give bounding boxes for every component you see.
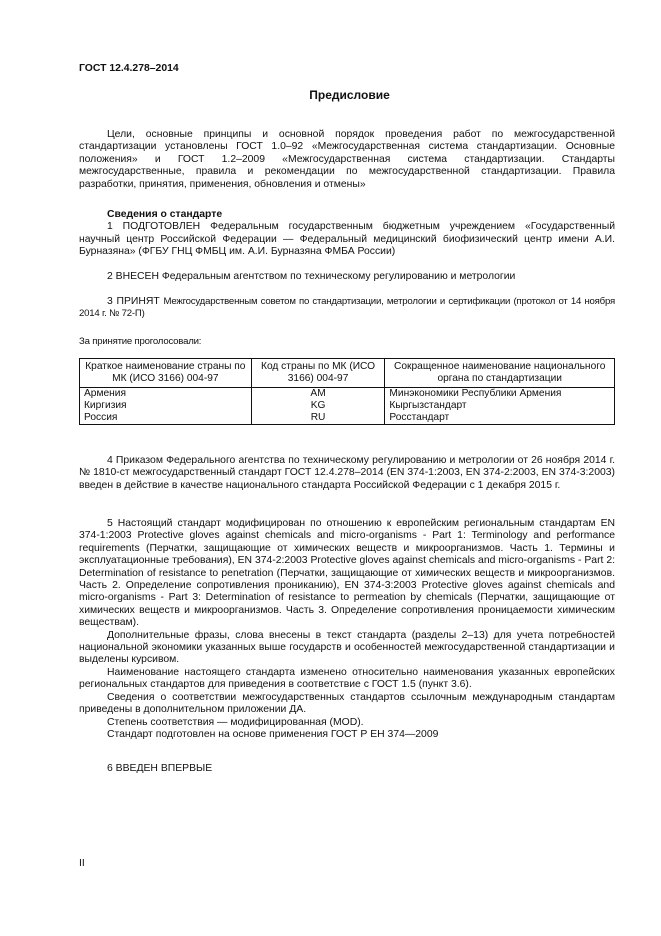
page-number: II xyxy=(79,858,85,869)
cell-body: Кыргызстандарт xyxy=(385,400,615,412)
header-body: Сокращенное наименование национального органа по стандартизации xyxy=(385,359,615,388)
votes-table-header-row xyxy=(80,359,615,388)
item-3 xyxy=(79,296,615,321)
item-2-block xyxy=(79,271,615,283)
item-5-block xyxy=(79,518,615,741)
item-5-degree: Степень соответствия — модифицированная (MOD). xyxy=(107,716,364,728)
item-5-basis: Стандарт подготовлен на основе применения ГОСТ Р ЕН 374—2009 xyxy=(107,728,439,740)
item-6-block xyxy=(79,763,615,775)
item-3-block xyxy=(79,296,615,321)
votes-table xyxy=(79,358,615,425)
cell-country: Киргизия xyxy=(80,400,252,412)
cell-code: RU xyxy=(251,412,385,425)
standard-info-section xyxy=(79,209,615,259)
header-code: Код страны по МК (ИСО 3166) 004-97 xyxy=(251,359,385,388)
header-country: Краткое наименование страны по МК (ИСО 3166) 004-97 xyxy=(80,359,252,388)
cell-code: KG xyxy=(251,400,385,412)
item-4-block xyxy=(79,455,615,492)
document-id-header: ГОСТ 12.4.278–2014 xyxy=(79,63,179,74)
item-3-lead: 3 ПРИНЯТ xyxy=(107,296,160,307)
item-5: 5 Настоящий стандарт модифицирован по отношению к европейским региональным стандартам EN 374-1:2003 Protective gloves against chemicals and micro-organisms - Part 1: Terminology and performance requirements (Перчатки, защищающие от химических веществ и микроорганизмов. Часть 1. Термины и эксплуатационные требования), EN 374-2:2003 Protective gloves against chemicals and micro-organisms - Part 2: Determination of resistance to penetration (Перчатки, защищающие от химических веществ и микроорганизмов. Часть 2. Определение сопротивления прониканию), EN 374-3:2003 Protective gloves against chemicals and micro-organisms - Part 3: Determination of resistance to permeation by chemicals (Перчатки, защищающие от химических веществ и микроорганизмов. Часть 3. Определение сопротивления проницаемости химическим веществам). xyxy=(79,518,615,629)
cell-country: Россия xyxy=(80,412,252,425)
item-5-naming: Наименование настоящего стандарта изменено относительно наименования указанных европейских региональных стандартов для приведения в соответствие с ГОСТ 1.5 (пункт 3.6). xyxy=(79,666,615,691)
cell-body: Минэкономики Республики Армения xyxy=(385,388,615,401)
standard-info-heading: Сведения о стандарте xyxy=(107,209,223,220)
item-3-rest: Межгосударственным советом по стандартизации, метрологии и сертификации (протокол от 14 ноября 2014 г. № 72-П) xyxy=(79,296,615,320)
cell-country: Армения xyxy=(80,388,252,401)
cell-body: Росстандарт xyxy=(385,412,615,425)
table-row xyxy=(80,412,615,425)
votes-caption-block xyxy=(79,336,615,348)
item-6: 6 ВВЕДЕН ВПЕРВЫЕ xyxy=(107,763,213,774)
item-5-additions: Дополнительные фразы, слова внесены в текст стандарта (разделы 2–13) для учета потребностей национальной экономики указанных выше государств и особенностей межгосударственной стандартизации и выделены курсивом. xyxy=(79,629,615,666)
table-row xyxy=(80,388,615,401)
item-1: 1 ПОДГОТОВЛЕН Федеральным государственным бюджетным учреждением «Государственный научный центр Российской Федерации — Федеральный медицинский биофизический центр имени А.И. Бурназяна» (ФГБУ ГНЦ ФМБЦ им. А.И. Бурназяна ФМБА России) xyxy=(79,221,615,258)
cell-code: AM xyxy=(251,388,385,401)
intro-paragraph xyxy=(79,129,615,191)
table-row xyxy=(80,400,615,412)
section-title: Предисловие xyxy=(309,88,390,102)
item-4: 4 Приказом Федерального агентства по техническому регулированию и метрологии от 26 ноября 2014 г. № 1810-ст межгосударственный стандарт ГОСТ 12.4.278–2014 (EN 374-1:2003, EN 374-2:2003, EN 374-3:2003) введен в действие в качестве национального стандарта Российской Федерации с 1 декабря 2015 г. xyxy=(79,455,615,491)
item-2: 2 ВНЕСЕН Федеральным агентством по техническому регулированию и метрологии xyxy=(107,271,516,282)
votes-caption: За принятие проголосовали: xyxy=(79,336,202,347)
item-5-references: Сведения о соответствии межгосударственных стандартов ссылочным международным стандартам приведены в дополнительном приложении ДА. xyxy=(79,691,615,716)
intro-text: Цели, основные принципы и основной порядок проведения работ по межгосударственной стандартизации установлены ГОСТ 1.0–92 «Межгосударственная система стандартизации. Основные положения» и ГОСТ 1.2–2009 «Межгосударственная система стандартизации. Стандарты межгосударственные, правила и рекомендации по межгосударственной стандартизации. Правила разработки, принятия, применения, обновления и отмены» xyxy=(79,129,615,190)
